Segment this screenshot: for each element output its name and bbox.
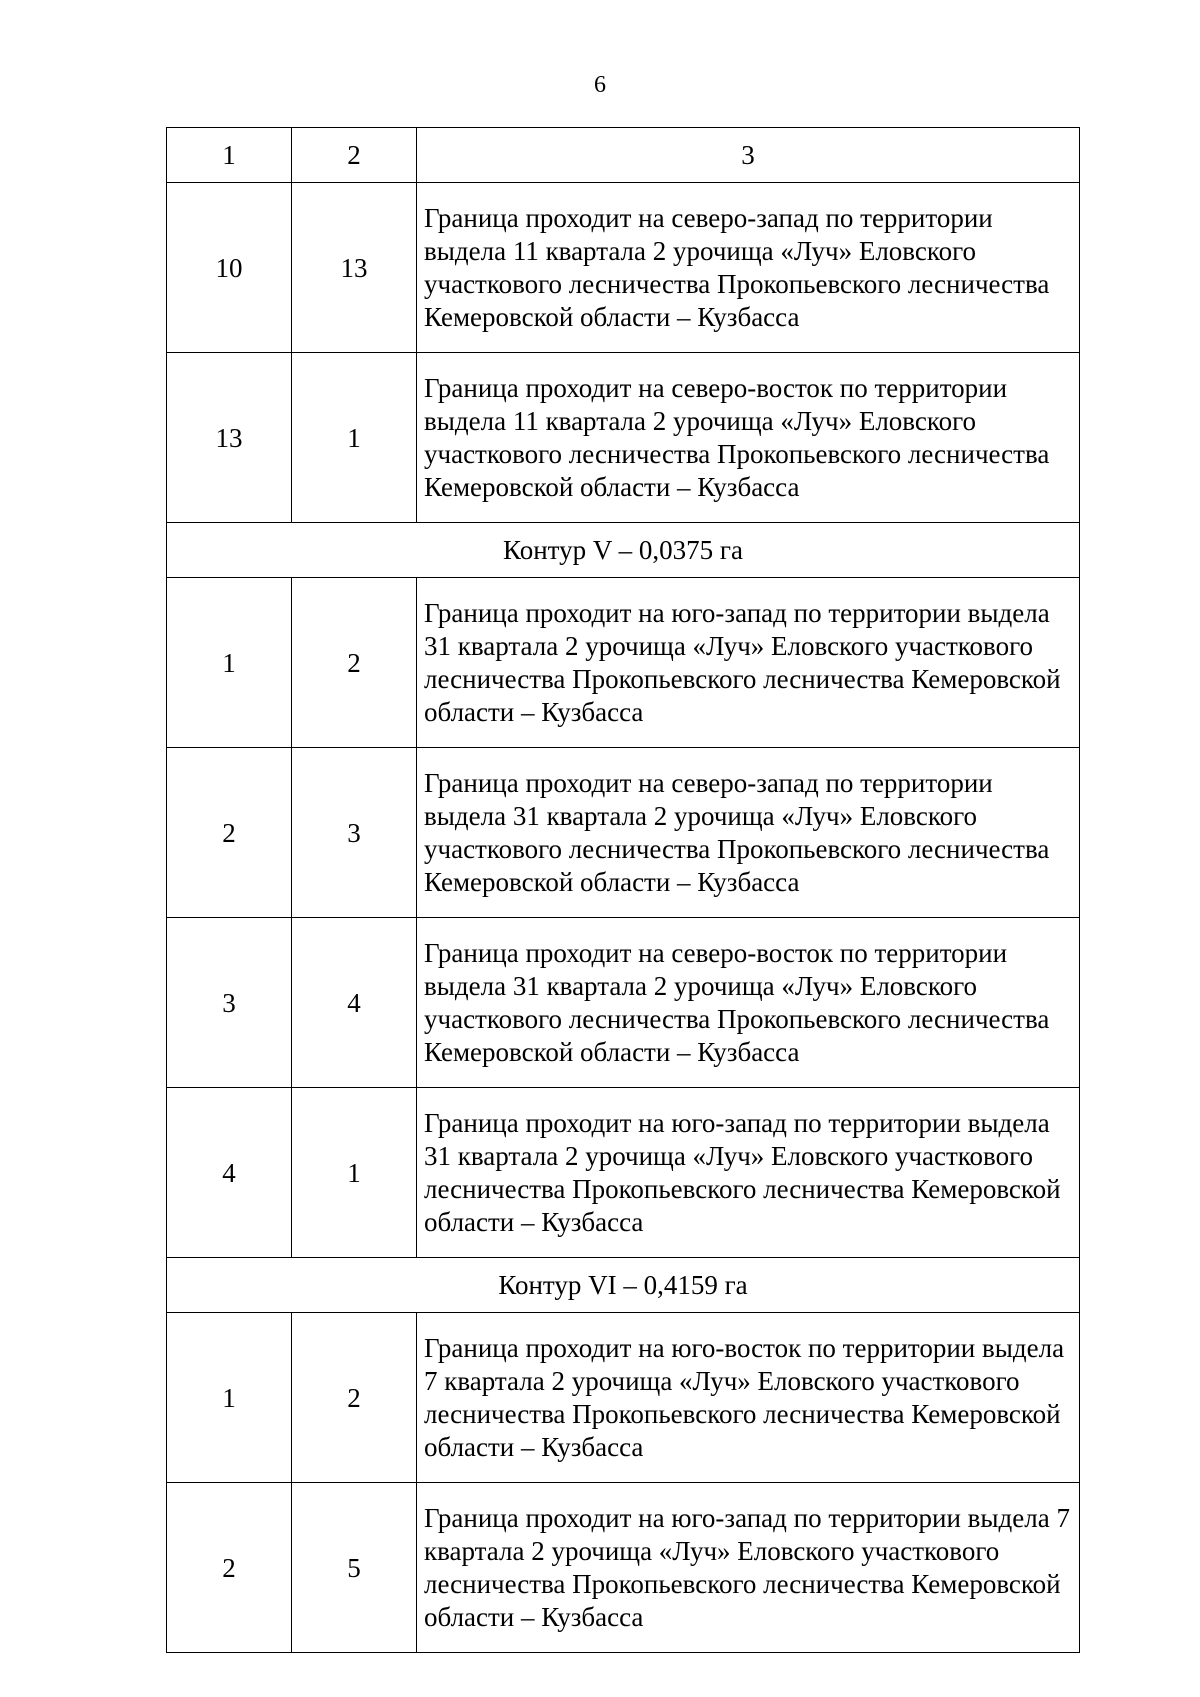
table-row [167, 1313, 1080, 1483]
contour-heading-row [167, 523, 1080, 578]
boundary-description-cell: Граница проходит на северо-запад по территории выдела 11 квартала 2 урочища «Луч» Еловского участкового лесничества Прокопьевского лесничества Кемеровской области – Кузбасса [417, 183, 1080, 353]
table-row [167, 578, 1080, 748]
header-cell-2: 2 [292, 128, 417, 183]
from-point-cell: 13 [167, 353, 292, 523]
from-point-cell: 3 [167, 918, 292, 1088]
table-header-row [167, 128, 1080, 183]
from-point-cell: 1 [167, 1313, 292, 1483]
from-point-cell: 2 [167, 748, 292, 918]
from-point-cell: 2 [167, 1483, 292, 1653]
boundary-description-cell: Граница проходит на юго-восток по территории выдела 7 квартала 2 урочища «Луч» Еловского участкового лесничества Прокопьевского лесничества Кемеровской области – Кузбасса [417, 1313, 1080, 1483]
boundary-table [166, 127, 1080, 1653]
table-row [167, 1483, 1080, 1653]
to-point-cell: 5 [292, 1483, 417, 1653]
to-point-cell: 2 [292, 578, 417, 748]
header-cell-3: 3 [417, 128, 1080, 183]
from-point-cell: 4 [167, 1088, 292, 1258]
to-point-cell: 2 [292, 1313, 417, 1483]
contour-heading-row [167, 1258, 1080, 1313]
to-point-cell: 13 [292, 183, 417, 353]
contour-heading: Контур VI – 0,4159 га [167, 1258, 1080, 1313]
from-point-cell: 10 [167, 183, 292, 353]
boundary-description-cell: Граница проходит на юго-запад по территории выдела 7 квартала 2 урочища «Луч» Еловского участкового лесничества Прокопьевского лесничества Кемеровской области – Кузбасса [417, 1483, 1080, 1653]
to-point-cell: 1 [292, 1088, 417, 1258]
boundary-description-cell: Граница проходит на юго-запад по территории выдела 31 квартала 2 урочища «Луч» Еловского участкового лесничества Прокопьевского лесничества Кемеровской области – Кузбасса [417, 1088, 1080, 1258]
table-row [167, 1088, 1080, 1258]
to-point-cell: 3 [292, 748, 417, 918]
table-row [167, 183, 1080, 353]
table-row [167, 353, 1080, 523]
to-point-cell: 4 [292, 918, 417, 1088]
table-row [167, 918, 1080, 1088]
boundary-description-cell: Граница проходит на северо-восток по территории выдела 11 квартала 2 урочища «Луч» Еловского участкового лесничества Прокопьевского лесничества Кемеровской области – Кузбасса [417, 353, 1080, 523]
table-row [167, 748, 1080, 918]
boundary-description-cell: Граница проходит на северо-запад по территории выдела 31 квартала 2 урочища «Луч» Еловского участкового лесничества Прокопьевского лесничества Кемеровской области – Кузбасса [417, 748, 1080, 918]
header-cell-1: 1 [167, 128, 292, 183]
contour-heading: Контур V – 0,0375 га [167, 523, 1080, 578]
boundary-description-cell: Граница проходит на северо-восток по территории выдела 31 квартала 2 урочища «Луч» Еловского участкового лесничества Прокопьевского лесничества Кемеровской области – Кузбасса [417, 918, 1080, 1088]
page-number: 6 [594, 72, 606, 98]
from-point-cell: 1 [167, 578, 292, 748]
to-point-cell: 1 [292, 353, 417, 523]
boundary-description-cell: Граница проходит на юго-запад по территории выдела 31 квартала 2 урочища «Луч» Еловского участкового лесничества Прокопьевского лесничества Кемеровской области – Кузбасса [417, 578, 1080, 748]
